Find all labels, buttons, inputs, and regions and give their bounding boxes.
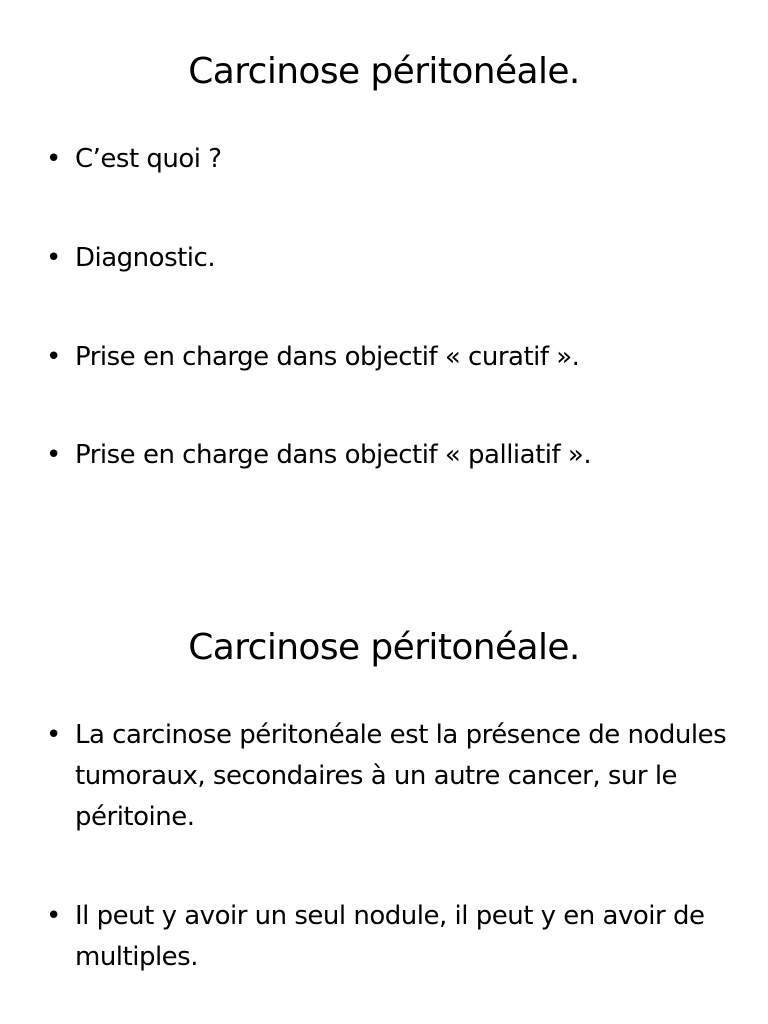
bullet-text: Prise en charge dans objectif « palliatif ».	[75, 440, 592, 470]
bullet-icon: •	[46, 144, 61, 174]
bullet-text: La carcinose péritonéale est la présence de nodules tumoraux, secondaires à un autre cancer, sur le péritoine.	[75, 720, 727, 832]
bullet-icon: •	[46, 243, 61, 273]
bullet-text: Il peut y avoir un seul nodule, il peut y en avoir de multiples.	[75, 901, 705, 972]
slide-title: Carcinose péritonéale.	[188, 51, 580, 92]
bullet-text: Prise en charge dans objectif « curatif ».	[75, 342, 580, 372]
bullet-icon: •	[46, 901, 61, 931]
slide-title: Carcinose péritonéale.	[188, 627, 580, 668]
bullet-text: C’est quoi ?	[75, 144, 222, 174]
bullet-icon: •	[46, 720, 61, 750]
bullet-icon: •	[46, 440, 61, 470]
bullet-text: Diagnostic.	[75, 243, 216, 273]
bullet-icon: •	[46, 342, 61, 372]
slide-2	[0, 576, 768, 1024]
